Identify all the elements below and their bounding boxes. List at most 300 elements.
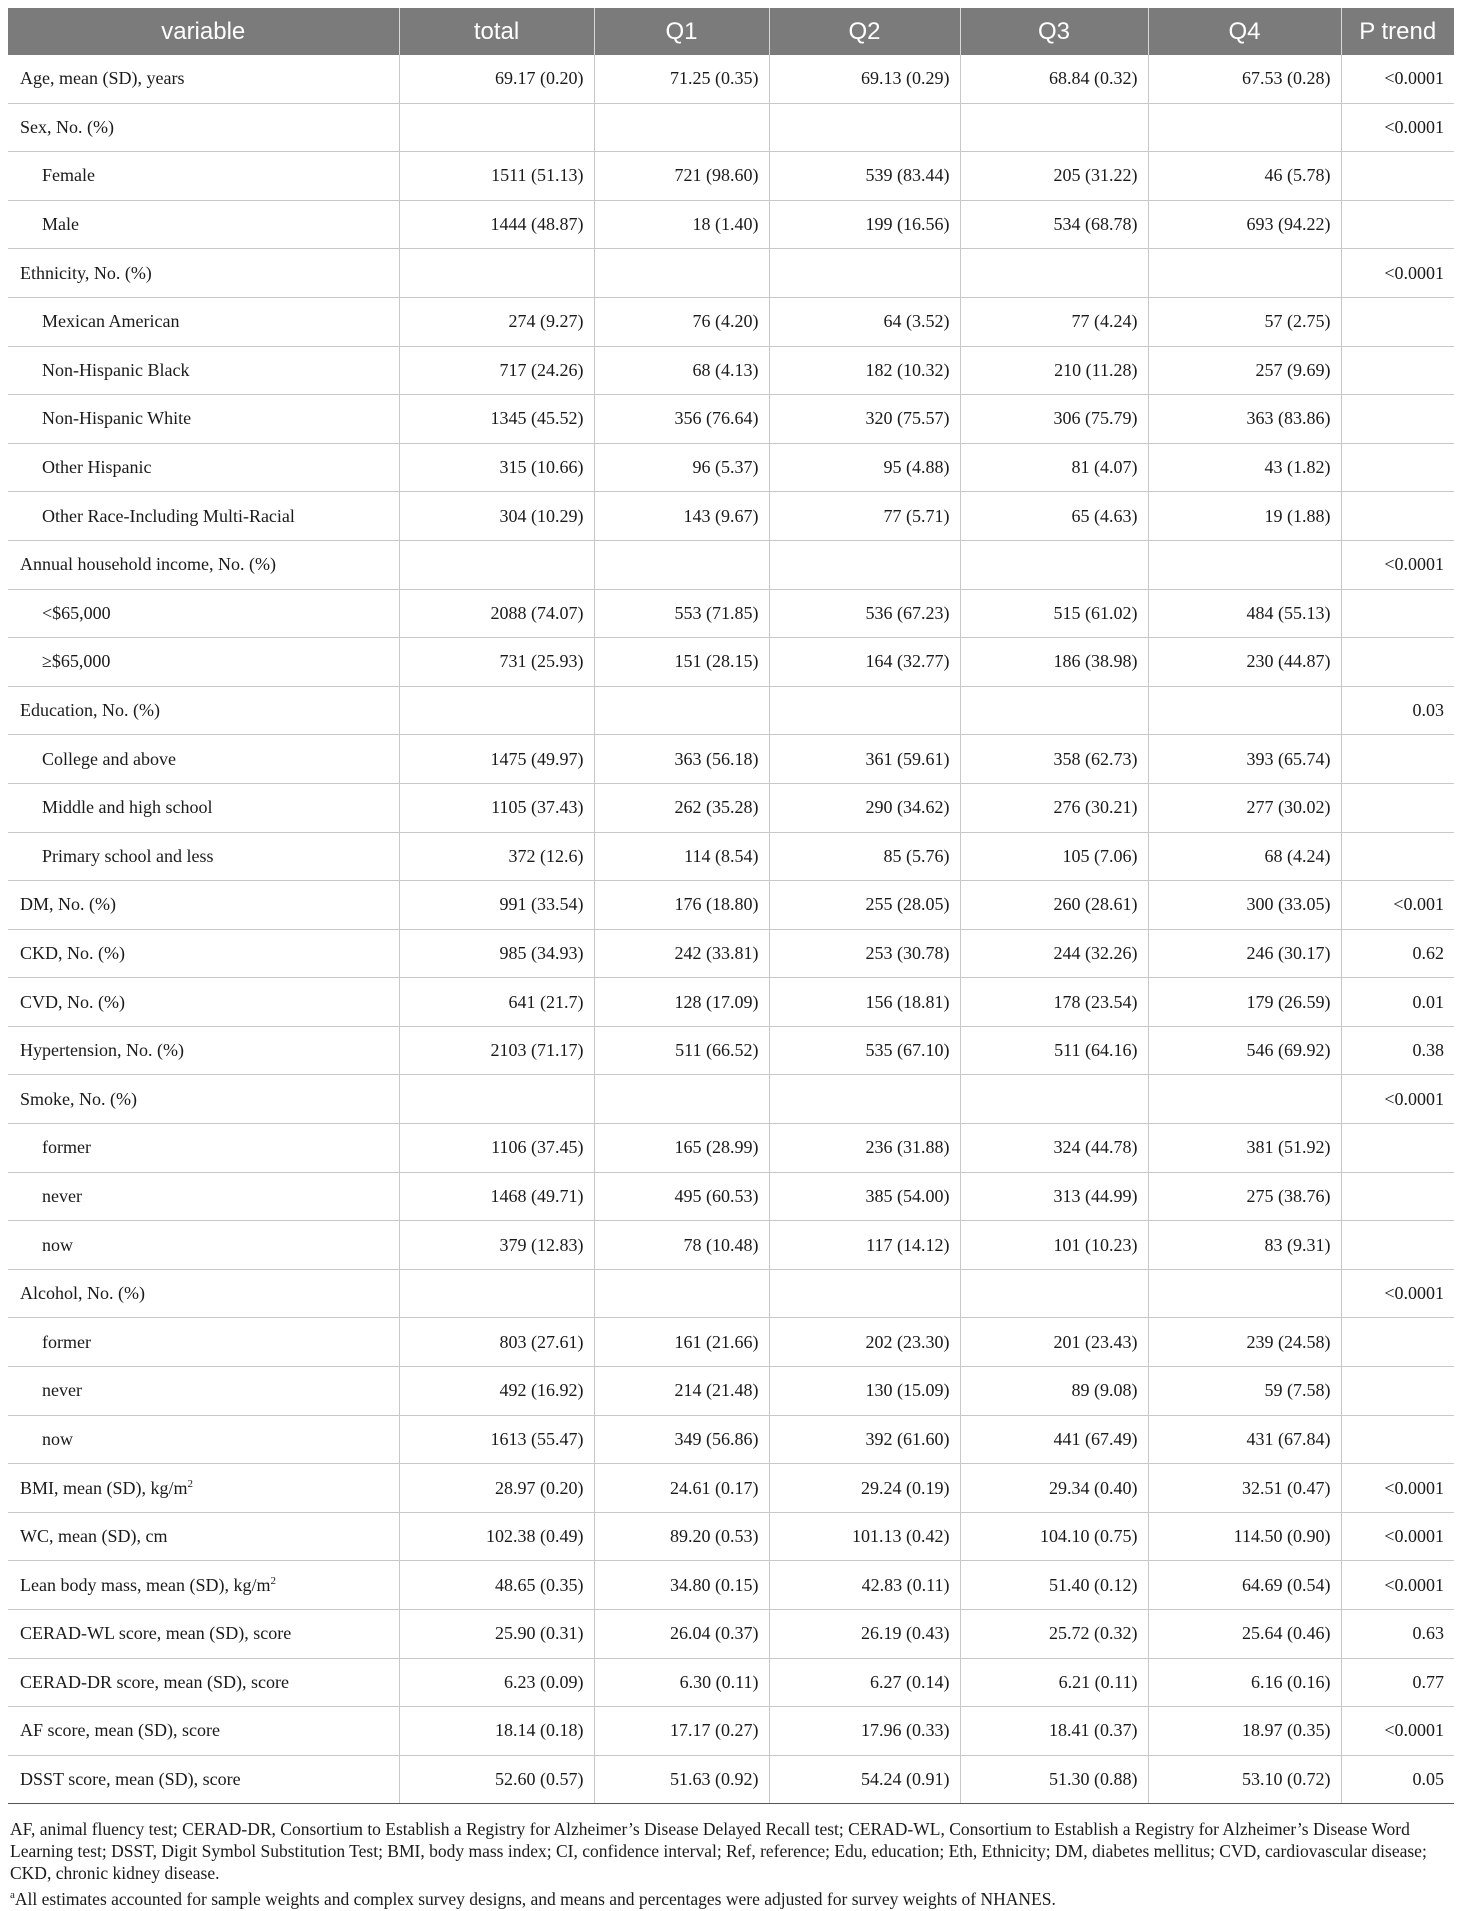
row-label-text: CKD, No. (%) [20, 942, 125, 963]
value-cell: 101.13 (0.42) [769, 1512, 960, 1561]
value-cell [1148, 103, 1341, 152]
value-cell: 1105 (37.43) [399, 783, 594, 832]
value-cell: 210 (11.28) [960, 346, 1148, 395]
value-cell [769, 249, 960, 298]
value-cell: 324 (44.78) [960, 1124, 1148, 1173]
p-trend-cell [1341, 1172, 1454, 1221]
row-label-text: Other Race-Including Multi-Racial [42, 505, 295, 526]
value-cell: 306 (75.79) [960, 395, 1148, 444]
value-cell: 495 (60.53) [594, 1172, 769, 1221]
value-cell: 18.97 (0.35) [1148, 1707, 1341, 1756]
value-cell [960, 686, 1148, 735]
table-row [8, 249, 1454, 298]
p-trend-cell [1341, 152, 1454, 201]
value-cell: 202 (23.30) [769, 1318, 960, 1367]
table-footnotes [8, 1804, 1454, 1910]
value-cell: 102.38 (0.49) [399, 1512, 594, 1561]
row-label [8, 1610, 399, 1659]
row-label-text: Smoke, No. (%) [20, 1088, 137, 1109]
row-label-text: Alcohol, No. (%) [20, 1283, 145, 1304]
value-cell: 81 (4.07) [960, 443, 1148, 492]
row-label [8, 1707, 399, 1756]
value-cell: 25.72 (0.32) [960, 1610, 1148, 1659]
value-cell: 372 (12.6) [399, 832, 594, 881]
table-row [8, 881, 1454, 930]
p-trend-cell [1341, 492, 1454, 541]
value-cell [594, 1075, 769, 1124]
row-label-text: WC, mean (SD), cm [20, 1526, 168, 1547]
p-trend-cell [1341, 589, 1454, 638]
row-label-text: former [42, 1137, 91, 1158]
row-label-text: never [42, 1185, 82, 1206]
row-label [8, 929, 399, 978]
value-cell: 313 (44.99) [960, 1172, 1148, 1221]
value-cell: 205 (31.22) [960, 152, 1148, 201]
footnote-a-text: All estimates accounted for sample weights and complex survey designs, and means and percentages were adjusted for survey weights of NHANES. [14, 1889, 1056, 1910]
value-cell: 51.40 (0.12) [960, 1561, 1148, 1610]
p-trend-cell [1341, 443, 1454, 492]
value-cell [399, 249, 594, 298]
row-label [8, 589, 399, 638]
value-cell: 553 (71.85) [594, 589, 769, 638]
value-cell: 68 (4.24) [1148, 832, 1341, 881]
row-label [8, 735, 399, 784]
column-header: total [399, 8, 594, 55]
value-cell: 17.17 (0.27) [594, 1707, 769, 1756]
value-cell: 53.10 (0.72) [1148, 1755, 1341, 1804]
value-cell: 255 (28.05) [769, 881, 960, 930]
value-cell: 42.83 (0.11) [769, 1561, 960, 1610]
unit-superscript: 2 [187, 1477, 193, 1490]
value-cell: 515 (61.02) [960, 589, 1148, 638]
value-cell: 242 (33.81) [594, 929, 769, 978]
value-cell: 1444 (48.87) [399, 200, 594, 249]
row-label-text: Female [42, 165, 95, 186]
p-trend-cell: <0.0001 [1341, 249, 1454, 298]
row-label [8, 1367, 399, 1416]
table-row [8, 55, 1454, 103]
row-label [8, 297, 399, 346]
value-cell: 69.17 (0.20) [399, 55, 594, 103]
table-row [8, 1755, 1454, 1804]
value-cell: 77 (4.24) [960, 297, 1148, 346]
value-cell: 803 (27.61) [399, 1318, 594, 1367]
p-trend-cell [1341, 297, 1454, 346]
row-label-text: ≥$65,000 [42, 651, 111, 672]
p-trend-cell: <0.001 [1341, 881, 1454, 930]
row-label [8, 1464, 399, 1513]
table-row [8, 1269, 1454, 1318]
value-cell: 78 (10.48) [594, 1221, 769, 1270]
row-label [8, 249, 399, 298]
value-cell [399, 1075, 594, 1124]
value-cell [960, 1075, 1148, 1124]
value-cell: 379 (12.83) [399, 1221, 594, 1270]
row-label [8, 638, 399, 687]
value-cell: 64.69 (0.54) [1148, 1561, 1341, 1610]
table-subrow [8, 832, 1454, 881]
table-subrow [8, 1318, 1454, 1367]
value-cell: 176 (18.80) [594, 881, 769, 930]
value-cell [594, 686, 769, 735]
row-label-text: Non-Hispanic Black [42, 359, 190, 380]
value-cell: 991 (33.54) [399, 881, 594, 930]
row-label [8, 1512, 399, 1561]
table-subrow [8, 589, 1454, 638]
abbreviations-footnote: AF, animal fluency test; CERAD-DR, Consortium to Establish a Registry for Alzheimer’s Disease Delayed Recall test; CERAD-WL, Consortium to Establish a Registry for Alzheimer’s Disease Word Learning test; DSST, Digit Symbol Substitution Test; BMI, body mass index; CI, confidence interval; Ref, reference; Edu, education; Eth, Ethnicity; DM, diabetes mellitus; CVD, cardiovascular disease; CKD, chronic kidney disease. [10, 1819, 1427, 1884]
row-label-text: never [42, 1380, 82, 1401]
value-cell: 1345 (45.52) [399, 395, 594, 444]
value-cell: 721 (98.60) [594, 152, 769, 201]
value-cell [960, 249, 1148, 298]
p-trend-cell [1341, 638, 1454, 687]
value-cell: 54.24 (0.91) [769, 1755, 960, 1804]
value-cell: 236 (31.88) [769, 1124, 960, 1173]
p-trend-cell: <0.0001 [1341, 1512, 1454, 1561]
table-subrow [8, 1172, 1454, 1221]
value-cell: 546 (69.92) [1148, 1026, 1341, 1075]
table-row [8, 1464, 1454, 1513]
table-row [8, 978, 1454, 1027]
value-cell [769, 686, 960, 735]
table-subrow [8, 783, 1454, 832]
value-cell: 363 (83.86) [1148, 395, 1341, 444]
row-label-text: Other Hispanic [42, 457, 152, 478]
value-cell: 130 (15.09) [769, 1367, 960, 1416]
value-cell: 539 (83.44) [769, 152, 960, 201]
value-cell: 161 (21.66) [594, 1318, 769, 1367]
value-cell [399, 1269, 594, 1318]
value-cell: 262 (35.28) [594, 783, 769, 832]
p-trend-cell: 0.77 [1341, 1658, 1454, 1707]
table-subrow [8, 297, 1454, 346]
value-cell: 199 (16.56) [769, 200, 960, 249]
value-cell: 178 (23.54) [960, 978, 1148, 1027]
value-cell: 511 (66.52) [594, 1026, 769, 1075]
table-subrow [8, 1221, 1454, 1270]
value-cell: 6.16 (0.16) [1148, 1658, 1341, 1707]
value-cell: 201 (23.43) [960, 1318, 1148, 1367]
table-row [8, 929, 1454, 978]
value-cell: 64 (3.52) [769, 297, 960, 346]
value-cell: 19 (1.88) [1148, 492, 1341, 541]
row-label [8, 1561, 399, 1610]
row-label [8, 1172, 399, 1221]
value-cell: 89 (9.08) [960, 1367, 1148, 1416]
row-label-text: Age, mean (SD), years [20, 68, 185, 89]
value-cell: 246 (30.17) [1148, 929, 1341, 978]
value-cell: 274 (9.27) [399, 297, 594, 346]
p-trend-cell: <0.0001 [1341, 103, 1454, 152]
table-row [8, 686, 1454, 735]
row-label-text: <$65,000 [42, 602, 111, 623]
row-label-text: CERAD-DR score, mean (SD), score [20, 1671, 289, 1692]
value-cell: 239 (24.58) [1148, 1318, 1341, 1367]
value-cell [594, 540, 769, 589]
value-cell: 25.90 (0.31) [399, 1610, 594, 1659]
value-cell [594, 103, 769, 152]
value-cell: 57 (2.75) [1148, 297, 1341, 346]
value-cell: 536 (67.23) [769, 589, 960, 638]
value-cell [960, 540, 1148, 589]
p-trend-cell: <0.0001 [1341, 1464, 1454, 1513]
value-cell: 59 (7.58) [1148, 1367, 1341, 1416]
value-cell: 535 (67.10) [769, 1026, 960, 1075]
row-label [8, 832, 399, 881]
row-label [8, 395, 399, 444]
value-cell [1148, 249, 1341, 298]
p-trend-cell: 0.03 [1341, 686, 1454, 735]
column-header: variable [8, 8, 399, 55]
value-cell: 1106 (37.45) [399, 1124, 594, 1173]
value-cell: 96 (5.37) [594, 443, 769, 492]
value-cell: 164 (32.77) [769, 638, 960, 687]
value-cell [769, 103, 960, 152]
value-cell: 393 (65.74) [1148, 735, 1341, 784]
table-header [8, 8, 1454, 55]
p-trend-cell: <0.0001 [1341, 1707, 1454, 1756]
value-cell: 156 (18.81) [769, 978, 960, 1027]
table-body [8, 55, 1454, 1804]
value-cell: 165 (28.99) [594, 1124, 769, 1173]
value-cell: 71.25 (0.35) [594, 55, 769, 103]
row-label [8, 1755, 399, 1804]
table-row [8, 1561, 1454, 1610]
value-cell: 68.84 (0.32) [960, 55, 1148, 103]
table-subrow [8, 1124, 1454, 1173]
table-subrow [8, 492, 1454, 541]
p-trend-cell: 0.62 [1341, 929, 1454, 978]
value-cell [960, 1269, 1148, 1318]
row-label [8, 540, 399, 589]
value-cell: 143 (9.67) [594, 492, 769, 541]
p-trend-cell: <0.0001 [1341, 1269, 1454, 1318]
value-cell [960, 103, 1148, 152]
row-label-text: Education, No. (%) [20, 700, 160, 721]
value-cell [1148, 1075, 1341, 1124]
value-cell: 275 (38.76) [1148, 1172, 1341, 1221]
value-cell: 182 (10.32) [769, 346, 960, 395]
row-label [8, 55, 399, 103]
p-trend-cell [1341, 783, 1454, 832]
value-cell: 105 (7.06) [960, 832, 1148, 881]
value-cell: 277 (30.02) [1148, 783, 1341, 832]
value-cell: 151 (28.15) [594, 638, 769, 687]
value-cell: 89.20 (0.53) [594, 1512, 769, 1561]
p-trend-cell [1341, 1318, 1454, 1367]
table-row [8, 1707, 1454, 1756]
unit-superscript: 2 [270, 1574, 276, 1587]
value-cell: 68 (4.13) [594, 346, 769, 395]
p-trend-cell [1341, 1124, 1454, 1173]
row-label [8, 1269, 399, 1318]
value-cell: 214 (21.48) [594, 1367, 769, 1416]
p-trend-cell [1341, 1415, 1454, 1464]
row-label [8, 443, 399, 492]
p-trend-cell [1341, 395, 1454, 444]
row-label [8, 1221, 399, 1270]
table-row [8, 1075, 1454, 1124]
row-label-text: Hypertension, No. (%) [20, 1040, 184, 1061]
row-label-text: Middle and high school [42, 797, 213, 818]
value-cell: 731 (25.93) [399, 638, 594, 687]
row-label [8, 1026, 399, 1075]
table-row [8, 1610, 1454, 1659]
value-cell [399, 103, 594, 152]
row-label-text: CERAD-WL score, mean (SD), score [20, 1623, 292, 1644]
value-cell: 85 (5.76) [769, 832, 960, 881]
table-row [8, 1512, 1454, 1561]
value-cell: 1475 (49.97) [399, 735, 594, 784]
row-label-text: Annual household income, No. (%) [20, 554, 276, 575]
value-cell: 29.34 (0.40) [960, 1464, 1148, 1513]
value-cell: 26.19 (0.43) [769, 1610, 960, 1659]
value-cell: 363 (56.18) [594, 735, 769, 784]
row-label [8, 1124, 399, 1173]
row-label-text: DM, No. (%) [20, 894, 116, 915]
value-cell: 717 (24.26) [399, 346, 594, 395]
value-cell: 431 (67.84) [1148, 1415, 1341, 1464]
table-subrow [8, 395, 1454, 444]
row-label-text: Non-Hispanic White [42, 408, 192, 429]
row-label [8, 103, 399, 152]
row-label [8, 200, 399, 249]
value-cell: 315 (10.66) [399, 443, 594, 492]
value-cell: 230 (44.87) [1148, 638, 1341, 687]
value-cell: 48.65 (0.35) [399, 1561, 594, 1610]
value-cell: 300 (33.05) [1148, 881, 1341, 930]
value-cell: 51.30 (0.88) [960, 1755, 1148, 1804]
column-header: Q3 [960, 8, 1148, 55]
value-cell [1148, 686, 1341, 735]
column-header: Q4 [1148, 8, 1341, 55]
value-cell: 104.10 (0.75) [960, 1512, 1148, 1561]
value-cell: 6.21 (0.11) [960, 1658, 1148, 1707]
value-cell: 117 (14.12) [769, 1221, 960, 1270]
value-cell: 1613 (55.47) [399, 1415, 594, 1464]
row-label-text: Primary school and less [42, 845, 214, 866]
table-row [8, 1026, 1454, 1075]
value-cell: 356 (76.64) [594, 395, 769, 444]
row-label [8, 1318, 399, 1367]
value-cell: 51.63 (0.92) [594, 1755, 769, 1804]
value-cell: 441 (67.49) [960, 1415, 1148, 1464]
row-label [8, 783, 399, 832]
value-cell [594, 1269, 769, 1318]
table-subrow [8, 200, 1454, 249]
value-cell: 18.41 (0.37) [960, 1707, 1148, 1756]
value-cell: 693 (94.22) [1148, 200, 1341, 249]
value-cell: 358 (62.73) [960, 735, 1148, 784]
row-label-text: now [42, 1234, 73, 1255]
p-trend-cell: <0.0001 [1341, 1075, 1454, 1124]
value-cell: 349 (56.86) [594, 1415, 769, 1464]
value-cell: 534 (68.78) [960, 200, 1148, 249]
value-cell: 26.04 (0.37) [594, 1610, 769, 1659]
column-header: Q1 [594, 8, 769, 55]
value-cell [399, 540, 594, 589]
value-cell: 2088 (74.07) [399, 589, 594, 638]
value-cell [769, 1269, 960, 1318]
p-trend-cell [1341, 1221, 1454, 1270]
baseline-characteristics-table [8, 8, 1454, 1804]
value-cell: 6.27 (0.14) [769, 1658, 960, 1707]
value-cell: 361 (59.61) [769, 735, 960, 784]
value-cell: 101 (10.23) [960, 1221, 1148, 1270]
value-cell [1148, 1269, 1341, 1318]
row-label-text: Male [42, 214, 79, 235]
p-trend-cell [1341, 1367, 1454, 1416]
value-cell: 69.13 (0.29) [769, 55, 960, 103]
p-trend-cell [1341, 200, 1454, 249]
table-row [8, 103, 1454, 152]
row-label-text: now [42, 1428, 73, 1449]
value-cell: 29.24 (0.19) [769, 1464, 960, 1513]
row-label-text: Sex, No. (%) [20, 116, 114, 137]
value-cell: 253 (30.78) [769, 929, 960, 978]
value-cell: 2103 (71.17) [399, 1026, 594, 1075]
value-cell: 381 (51.92) [1148, 1124, 1341, 1173]
table-subrow [8, 346, 1454, 395]
value-cell: 114 (8.54) [594, 832, 769, 881]
row-label [8, 492, 399, 541]
p-trend-cell [1341, 832, 1454, 881]
row-label [8, 1415, 399, 1464]
value-cell: 25.64 (0.46) [1148, 1610, 1341, 1659]
value-cell: 46 (5.78) [1148, 152, 1341, 201]
value-cell: 128 (17.09) [594, 978, 769, 1027]
value-cell: 1468 (49.71) [399, 1172, 594, 1221]
value-cell [399, 686, 594, 735]
value-cell: 77 (5.71) [769, 492, 960, 541]
value-cell: 6.30 (0.11) [594, 1658, 769, 1707]
value-cell: 83 (9.31) [1148, 1221, 1341, 1270]
value-cell: 67.53 (0.28) [1148, 55, 1341, 103]
value-cell [594, 249, 769, 298]
row-label [8, 978, 399, 1027]
table-subrow [8, 735, 1454, 784]
value-cell: 6.23 (0.09) [399, 1658, 594, 1707]
footnote-mark: a [10, 1889, 15, 1902]
row-label [8, 346, 399, 395]
survey-weights-footnote [10, 1884, 1452, 1910]
value-cell: 43 (1.82) [1148, 443, 1341, 492]
value-cell: 492 (16.92) [399, 1367, 594, 1416]
p-trend-cell: <0.0001 [1341, 1561, 1454, 1610]
table-container [8, 8, 1454, 1910]
row-label [8, 1658, 399, 1707]
row-label [8, 152, 399, 201]
value-cell: 17.96 (0.33) [769, 1707, 960, 1756]
row-label [8, 1075, 399, 1124]
value-cell: 18 (1.40) [594, 200, 769, 249]
table-subrow [8, 1415, 1454, 1464]
row-label-text: College and above [42, 748, 176, 769]
table-subrow [8, 152, 1454, 201]
value-cell: 985 (34.93) [399, 929, 594, 978]
p-trend-cell: 0.63 [1341, 1610, 1454, 1659]
value-cell: 244 (32.26) [960, 929, 1148, 978]
value-cell: 392 (61.60) [769, 1415, 960, 1464]
value-cell: 1511 (51.13) [399, 152, 594, 201]
value-cell [1148, 540, 1341, 589]
p-trend-cell: <0.0001 [1341, 55, 1454, 103]
column-header: P trend [1341, 8, 1454, 55]
value-cell: 320 (75.57) [769, 395, 960, 444]
value-cell: 641 (21.7) [399, 978, 594, 1027]
value-cell: 511 (64.16) [960, 1026, 1148, 1075]
value-cell: 114.50 (0.90) [1148, 1512, 1341, 1561]
